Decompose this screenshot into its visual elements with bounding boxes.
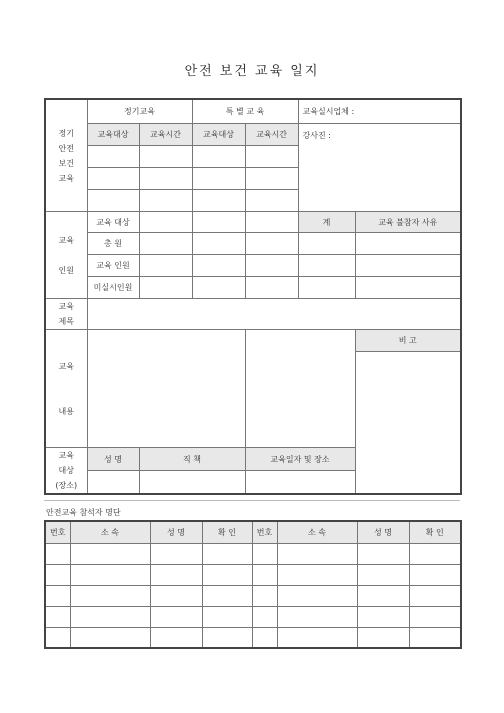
input-cell[interactable] — [245, 233, 298, 255]
special-time-header: 교육시간 — [245, 124, 298, 146]
special-education-header: 특 별 교 육 — [192, 99, 298, 124]
special-target-header: 교육대상 — [192, 124, 245, 146]
input-cell[interactable] — [202, 543, 252, 564]
input-cell[interactable] — [357, 564, 409, 585]
input-cell[interactable] — [245, 146, 298, 168]
duty-header: 직 책 — [139, 448, 245, 471]
date-place-header: 교육일자 및 장소 — [245, 448, 355, 471]
input-cell[interactable] — [192, 277, 245, 299]
table-row — [45, 564, 461, 585]
remark-field[interactable] — [355, 352, 461, 495]
input-cell[interactable] — [277, 606, 357, 627]
col-header: 확 인 — [202, 521, 252, 543]
input-cell[interactable] — [357, 627, 409, 648]
input-cell[interactable] — [245, 212, 298, 233]
input-cell[interactable] — [45, 627, 70, 648]
input-cell[interactable] — [139, 212, 192, 233]
col-header: 성 명 — [150, 521, 202, 543]
input-cell[interactable] — [245, 471, 355, 494]
input-cell[interactable] — [252, 543, 277, 564]
input-cell[interactable] — [277, 585, 357, 606]
total-personnel-label: 총 원 — [87, 233, 139, 255]
regular-time-header: 교육시간 — [139, 124, 192, 146]
input-cell[interactable] — [87, 471, 139, 494]
section-target-place-label: 교육 대상 (장소) — [45, 448, 87, 495]
input-cell[interactable] — [87, 190, 139, 212]
education-title-field[interactable] — [87, 299, 461, 330]
document-title: 안전 보건 교육 일지 — [184, 64, 320, 79]
input-cell[interactable] — [70, 564, 150, 585]
table-row — [45, 606, 461, 627]
section-regular-education-label: 정기 안전 보건 교육 — [45, 99, 87, 212]
regular-target-header: 교육대상 — [87, 124, 139, 146]
input-cell[interactable] — [87, 146, 139, 168]
education-content-right[interactable] — [245, 330, 355, 448]
input-cell[interactable] — [202, 606, 252, 627]
input-cell[interactable] — [252, 606, 277, 627]
input-cell[interactable] — [150, 543, 202, 564]
input-cell[interactable] — [192, 212, 245, 233]
input-cell[interactable] — [355, 277, 461, 299]
input-cell[interactable] — [70, 585, 150, 606]
name-header: 성 명 — [87, 448, 139, 471]
absent-personnel-label: 미실시인원 — [87, 277, 139, 299]
input-cell[interactable] — [139, 190, 192, 212]
input-cell[interactable] — [139, 233, 192, 255]
input-cell[interactable] — [409, 585, 461, 606]
input-cell[interactable] — [139, 471, 245, 494]
input-cell[interactable] — [298, 233, 355, 255]
input-cell[interactable] — [252, 564, 277, 585]
col-header: 소 속 — [277, 521, 357, 543]
input-cell[interactable] — [150, 585, 202, 606]
col-header: 확 인 — [409, 521, 461, 543]
education-content-left[interactable] — [87, 330, 245, 448]
sum-header: 계 — [298, 212, 355, 233]
input-cell[interactable] — [252, 627, 277, 648]
absence-reason-header: 교육 불참자 사유 — [355, 212, 461, 233]
input-cell[interactable] — [355, 255, 461, 277]
input-cell[interactable] — [45, 606, 70, 627]
input-cell[interactable] — [150, 564, 202, 585]
input-cell[interactable] — [70, 543, 150, 564]
col-header: 번호 — [45, 521, 70, 543]
input-cell[interactable] — [245, 277, 298, 299]
input-cell[interactable] — [192, 255, 245, 277]
personnel-target-label: 교육 대상 — [87, 212, 139, 233]
input-cell[interactable] — [202, 585, 252, 606]
col-header: 번호 — [252, 521, 277, 543]
input-cell[interactable] — [139, 146, 192, 168]
table-row — [45, 585, 461, 606]
input-cell[interactable] — [192, 233, 245, 255]
input-cell[interactable] — [45, 543, 70, 564]
input-cell[interactable] — [252, 585, 277, 606]
input-cell[interactable] — [245, 168, 298, 190]
table-row — [45, 627, 461, 648]
education-org-field[interactable]: 교육실시업체 : — [298, 99, 461, 124]
input-cell[interactable] — [355, 233, 461, 255]
input-cell[interactable] — [87, 168, 139, 190]
input-cell[interactable] — [298, 277, 355, 299]
input-cell[interactable] — [150, 606, 202, 627]
instructor-field[interactable]: 강사진 : — [298, 124, 461, 212]
input-cell[interactable] — [409, 606, 461, 627]
input-cell[interactable] — [357, 543, 409, 564]
input-cell[interactable] — [150, 627, 202, 648]
input-cell[interactable] — [409, 543, 461, 564]
input-cell[interactable] — [245, 255, 298, 277]
regular-education-header: 정기교육 — [87, 99, 192, 124]
trained-personnel-label: 교육 인원 — [87, 255, 139, 277]
input-cell[interactable] — [409, 564, 461, 585]
input-cell[interactable] — [277, 627, 357, 648]
input-cell[interactable] — [245, 190, 298, 212]
section-content-label: 교육 내용 — [45, 330, 87, 448]
input-cell[interactable] — [139, 168, 192, 190]
input-cell[interactable] — [298, 255, 355, 277]
input-cell[interactable] — [357, 606, 409, 627]
input-cell[interactable] — [192, 168, 245, 190]
section-title-label: 교육 제목 — [45, 299, 87, 330]
input-cell[interactable] — [192, 146, 245, 168]
education-log-table — [44, 98, 462, 495]
attendance-table — [44, 520, 462, 649]
input-cell[interactable] — [192, 190, 245, 212]
input-cell[interactable] — [70, 606, 150, 627]
input-cell[interactable] — [70, 627, 150, 648]
input-cell[interactable] — [45, 585, 70, 606]
attendance-title: 안전교육 참석자 명단 — [46, 508, 121, 517]
input-cell[interactable] — [139, 277, 192, 299]
input-cell[interactable] — [45, 564, 70, 585]
remark-header: 비 고 — [355, 330, 461, 352]
section-divider — [44, 500, 460, 501]
input-cell[interactable] — [357, 585, 409, 606]
input-cell[interactable] — [202, 627, 252, 648]
input-cell[interactable] — [139, 255, 192, 277]
section-personnel-label: 교육 인원 — [45, 212, 87, 299]
col-header: 성 명 — [357, 521, 409, 543]
col-header: 소 속 — [70, 521, 150, 543]
input-cell[interactable] — [409, 627, 461, 648]
input-cell[interactable] — [277, 564, 357, 585]
input-cell[interactable] — [202, 564, 252, 585]
table-row — [45, 543, 461, 564]
input-cell[interactable] — [277, 543, 357, 564]
